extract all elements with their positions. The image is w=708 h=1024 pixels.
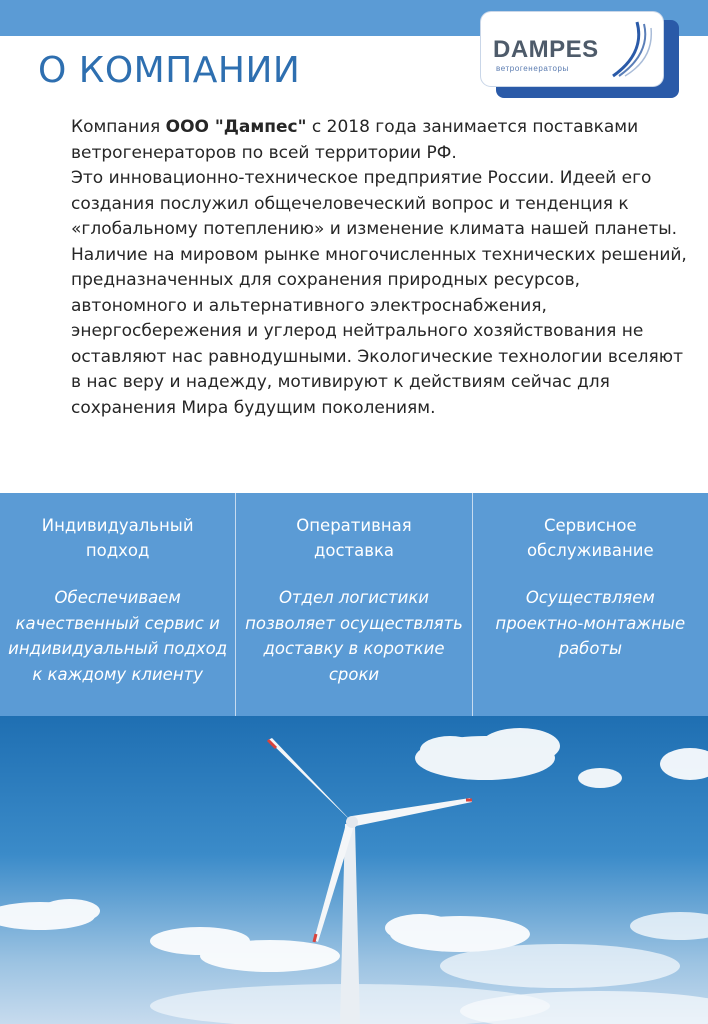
intro-paragraph-1 [71, 115, 691, 166]
feature-description: Отдел логистики позволяет осуществлять доставку в короткие сроки [245, 588, 463, 684]
wind-turbine-photo [0, 716, 708, 1024]
feature-fast-delivery [235, 493, 471, 716]
intro-paragraph-2: Это инновационно-техническое предприятие России. Идеей его создания послужил общечеловеческий вопрос и тенденция к «глобальному потеплению» и изменение климата нашей планеты. [71, 168, 678, 239]
logo-subtitle: ветрогенераторы [496, 64, 569, 73]
feature-description: Обеспечиваем качественный сервис и индивидуальный подход к каждому клиенту [8, 588, 228, 684]
intro-text: с 2018 года занимается поставками ветрогенераторов по всей территории РФ. [71, 117, 639, 163]
feature-title-line: доставка [313, 541, 395, 560]
wind-turbine-illustration [0, 716, 708, 1024]
feature-description: Осуществляем проектно-монтажные работы [495, 588, 686, 658]
logo-swoosh-icon [607, 18, 657, 80]
features-band [0, 493, 708, 716]
feature-individual-approach [0, 493, 235, 716]
intro-paragraph-3: Наличие на мировом рынке многочисленных технических решений, предназначенных для сохранения природных ресурсов, автономного и альтернативного электроснабжения, энергосбережения и углерод нейтрального хозяйствования не оставляют нас равнодушными. Экологические технологии вселяют в нас веру и надежду, мотивируют к действиям сейчас для сохранения Мира будущим поколениям. [71, 244, 687, 418]
turbine-hub [346, 816, 358, 828]
feature-title-line: Индивидуальный [41, 516, 194, 535]
feature-title [483, 513, 698, 563]
feature-title [10, 513, 225, 563]
company-logo [481, 12, 663, 86]
feature-title-line: Сервисное [543, 516, 637, 535]
feature-service [472, 493, 708, 716]
page-title: О КОМПАНИИ [38, 50, 301, 91]
feature-title-line: обслуживание [526, 541, 654, 560]
feature-title-line: Оперативная [296, 516, 412, 535]
logo-text: DAMPES [493, 36, 599, 63]
intro-text: Компания [71, 117, 166, 137]
feature-title [246, 513, 461, 563]
company-description [71, 115, 691, 421]
feature-title-line: подход [85, 541, 150, 560]
company-name: ООО "Дампес" [165, 117, 307, 137]
